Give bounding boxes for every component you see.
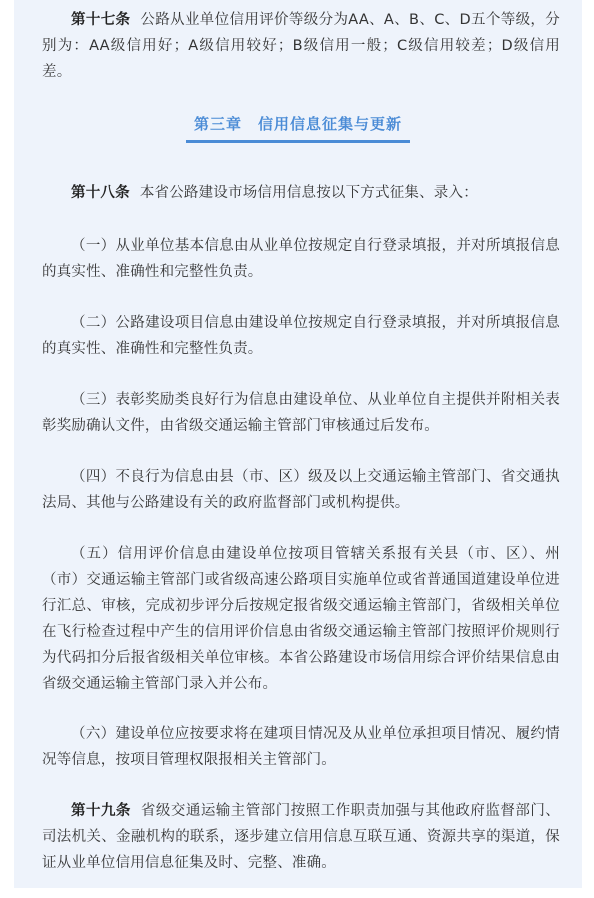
article-18-text: 本省公路建设市场信用信息按以下方式征集、录入： bbox=[139, 185, 478, 201]
article-17-number: 第十七条 bbox=[71, 12, 131, 28]
article-17 bbox=[42, 7, 560, 85]
article-18-item-1: （一）从业单位基本信息由从业单位按规定自行登录填报，并对所填报信息的真实性、准确性和完整性负责。 bbox=[42, 238, 560, 280]
chapter-heading bbox=[14, 113, 582, 143]
article-19 bbox=[42, 798, 560, 876]
article-19-text: 省级交通运输主管部门按照工作职责加强与其他政府监督部门、司法机关、金融机构的联系，逐步建立信用信息互联互通、资源共享的渠道，保证从业单位信用信息征集及时、完整、准确。 bbox=[42, 803, 560, 871]
article-18-item-3: （三）表彰奖励类良好行为信息由建设单位、从业单位自主提供并附相关表彰奖励确认文件，由省级交通运输主管部门审核通过后发布。 bbox=[42, 392, 560, 434]
article-18-number: 第十八条 bbox=[71, 185, 130, 201]
article-19-number: 第十九条 bbox=[71, 803, 131, 819]
article-18-item-5: （五）信用评价信息由建设单位按项目管辖关系报有关县（市、区）、州（市）交通运输主管部门或省级高速公路项目实施单位或省普通国道建设单位进行汇总、审核，完成初步评分后按规定报省级交通运输主管部门，省级相关单位在飞行检查过程中产生的信用评价信息由省级交通运输主管部门按照评价规则行为代码扣分后报省级相关单位审核。本省公路建设市场信用综合评价结果信息由省级交通运输主管部门录入并公布。 bbox=[42, 546, 560, 692]
article-17-text: 公路从业单位信用评价等级分为AA、A、B、C、D五个等级，分别为：AA级信用好；A级信用较好；B级信用一般；C级信用较差；D级信用差。 bbox=[42, 12, 560, 80]
chapter-3-title: 第三章 信用信息征集与更新 bbox=[186, 113, 410, 143]
document-page bbox=[14, 0, 582, 888]
article-18-item-6: （六）建设单位应按要求将在建项目情况及从业单位承担项目情况、履约情况等信息，按项目管理权限报相关主管部门。 bbox=[42, 726, 560, 768]
article-18 bbox=[42, 180, 560, 206]
article-18-item-4: （四）不良行为信息由县（市、区）级及以上交通运输主管部门、省交通执法局、其他与公路建设有关的政府监督部门或机构提供。 bbox=[42, 469, 560, 511]
article-18-item-2: （二）公路建设项目信息由建设单位按规定自行登录填报，并对所填报信息的真实性、准确性和完整性负责。 bbox=[42, 315, 560, 357]
